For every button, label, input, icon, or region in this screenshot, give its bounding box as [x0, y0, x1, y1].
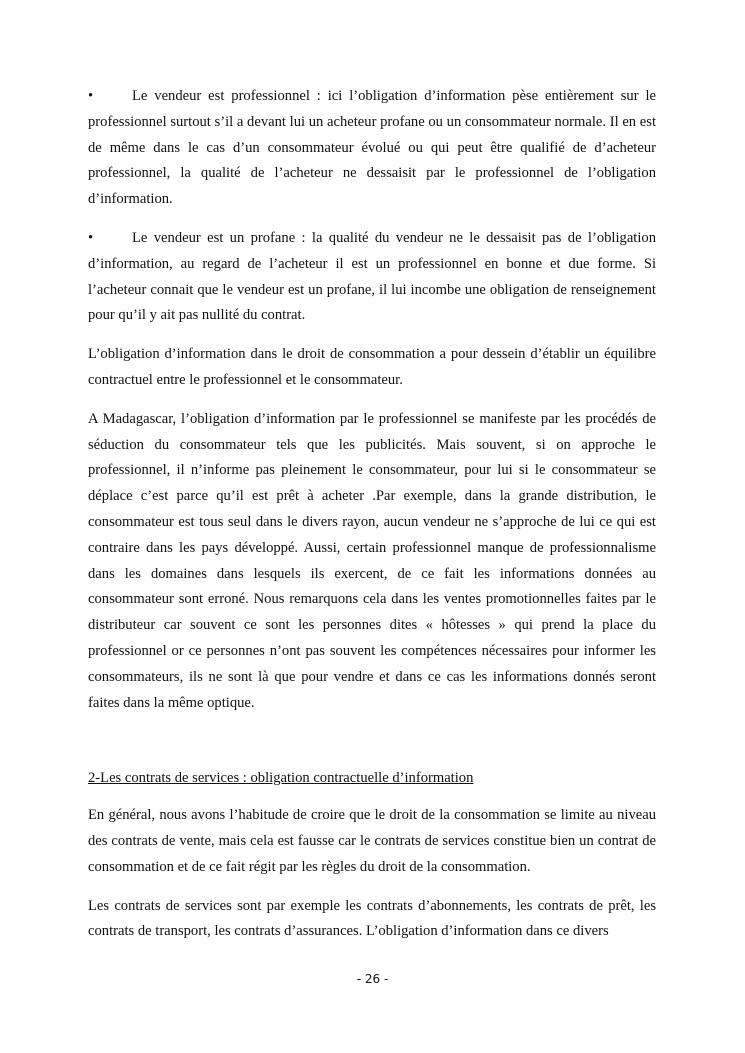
section-heading: 2-Les contrats de services : obligation contractuelle d’information	[88, 770, 474, 787]
bullet-marker: •	[88, 88, 94, 104]
bullet-paragraph-layman-seller	[88, 226, 656, 329]
page-number: - 26 -	[356, 972, 389, 986]
body-paragraph-madagascar: A Madagascar, l’obligation d’information par le professionnel se manifeste par les procédés de séduction du consommateur tels que les publicités. Mais souvent, si on approche le professionnel, il n’informe pas pleinement le consommateur, pour lui si le consommateur se déplace c’est parce qu’il est prêt à acheter .Par exemple, dans la grande distribution, le consommateur est tous seul dans le divers rayon, aucun vendeur ne s’approche de lui ce qui est contraire dans les pays développé. Aussi, certain professionnel manque de professionnalisme dans les domaines dans lesquels ils exercent, de ce fait les informations données au consommateur sont erroné. Nous remarquons cela dans les ventes promotionnelles faites par le distributeur car souvent ce sont les personnes dites « hôtesses » qui prend la place du professionnel or ce personnes n’ont pas souvent les compétences nécessaires pour informer les consommateurs, ils ne sont là que pour vendre et dans ce cas les informations donnés seront faites dans la même optique.	[88, 410, 656, 711]
bullet-text: Le vendeur est professionnel : ici l’obligation d’information pèse entièrement sur le professionnel surtout s’il a devant lui un acheteur profane ou un consommateur normale. Il en est de même dans le cas d’un consommateur évolué ou qui peut être qualifié de d’acheteur professionnel, la qualité de l’acheteur ne dessaisit par le professionnel de l’obligation d’information.	[88, 88, 656, 208]
body-paragraph-service-examples: Les contrats de services sont par exemple les contrats d’abonnements, les contrats de prêt, les contrats de transport, les contrats d’assurances. L’obligation d’information dans ce divers	[88, 897, 656, 940]
document-page	[88, 84, 656, 958]
bullet-marker: •	[88, 229, 94, 246]
bullet-paragraph-professional-seller	[88, 84, 656, 213]
body-paragraph-service-contracts: En général, nous avons l’habitude de croire que le droit de la consommation se limite au niveau des contrats de vente, mais cela est fausse car le contrats de services constitue bien un contrat de consommation et de ce fait régit par les règles du droit de la consommation.	[88, 807, 656, 875]
bullet-text: Le vendeur est un profane : la qualité du vendeur ne le dessaisit pas de l’obligation d’information, au regard de l’acheteur il est un professionnel en bonne et due forme. Si l’acheteur connait que le vendeur est un profane, il lui incombe une obligation de renseignement pour qu’il y ait pas nullité du contrat.	[88, 229, 656, 324]
section-spacer	[88, 729, 656, 766]
body-paragraph-purpose: L’obligation d’information dans le droit de consommation a pour dessein d’établir un équilibre contractuel entre le professionnel et le consommateur.	[88, 346, 656, 388]
